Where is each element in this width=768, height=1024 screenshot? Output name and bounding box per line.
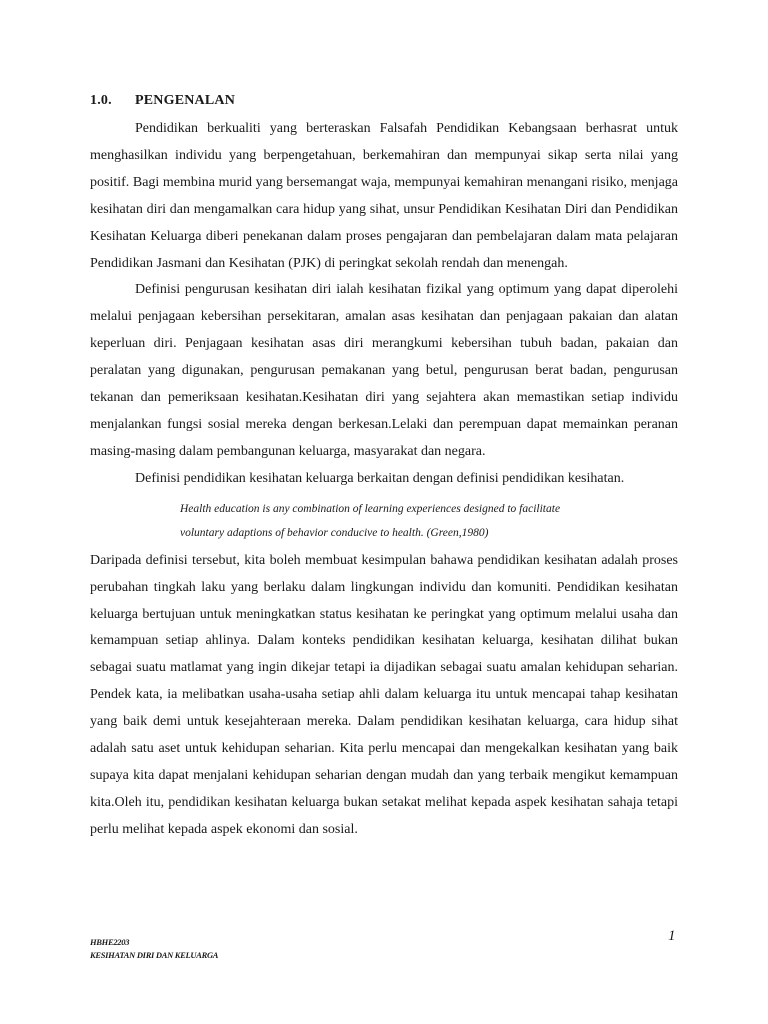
section-title: PENGENALAN [135, 93, 236, 108]
page-number: 1 [668, 928, 676, 944]
paragraph-intro: Pendidikan berkualiti yang berteraskan Falsafah Pendidikan Kebangsaan berhasrat untuk menghasilkan individu yang berpengetahuan, berkemahiran dan mempunyai sikap serta nilai yang positif. Bagi membina murid yang bersemangat waja, mempunyai kemahiran menangani risiko, menjaga kesihatan diri dan mengamalkan cara hidup yang sihat, unsur Pendidikan Kesihatan Diri dan Pendidikan Kesihatan Keluarga diberi penekanan dalam proses pengajaran dan pembelajaran dalam mata pelajaran Pendidikan Jasmani dan Kesihatan (PJK) di peringkat sekolah rendah dan menengah. [90, 121, 678, 271]
body-text [90, 116, 678, 844]
quote-line: Health education is any combination of learning experiences designed to facilitate [180, 502, 561, 515]
footer-course-code: HBHE2203 [90, 937, 130, 947]
section-number: 1.0. [90, 93, 112, 108]
footer-course-title: KESIHATAN DIRI DAN KELUARGA [90, 950, 219, 960]
section-heading [90, 93, 235, 109]
footer [90, 936, 218, 962]
block-quote [180, 497, 678, 545]
quote-line: voluntary adaptions of behavior conducive to health. (Green,1980) [180, 526, 489, 539]
paragraph-definition-family-health: Definisi pendidikan kesihatan keluarga berkaitan dengan definisi pendidikan kesihatan. [135, 470, 625, 486]
paragraph-definition-self-health: Definisi pengurusan kesihatan diri ialah kesihatan fizikal yang optimum yang dapat diperolehi melalui penjagaan kebersihan persekitaran, amalan asas kesihatan dan penjagaan pakaian dan alatan keperluan diri. Penjagaan kesihatan asas diri merangkumi kebersihan tubuh badan, pakaian dan peralatan yang digunakan, pengurusan pemakanan yang betul, pengurusan berat badan, pengurusan tekanan dan pemeriksaan kesihatan.Kesihatan diri yang sejahtera akan memastikan setiap individu menjalankan fungsi sosial mereka dengan berkesan.Lelaki dan perempuan dapat memainkan peranan masing-masing dalam pembangunan keluarga, masyarakat dan negara. [90, 282, 678, 459]
paragraph-conclusion: Daripada definisi tersebut, kita boleh membuat kesimpulan bahawa pendidikan kesihatan adalah proses perubahan tingkah laku yang berlaku dalam lingkungan individu dan komuniti. Pendidikan kesihatan keluarga bertujuan untuk meningkatkan status kesihatan ke peringkat yang optimum melalui usaha dan kemampuan setiap ahlinya. Dalam konteks pendidikan kesihatan keluarga, kesihatan dilihat bukan sebagai suatu matlamat yang ingin dikejar tetapi ia dijadikan sebagai suatu amalan kehidupan seharian. Pendek kata, ia melibatkan usaha-usaha setiap ahli dalam keluarga itu untuk mencapai tahap kesihatan yang baik demi untuk kesejahteraan mereka. Dalam pendidikan kesihatan keluarga, cara hidup sihat adalah satu aset untuk kehidupan seharian. Kita perlu mencapai dan mengekalkan kesihatan yang baik supaya kita dapat menjalani kehidupan seharian dengan mudah dan yang terbaik mengikut kemampuan kita.Oleh itu, pendidikan kesihatan keluarga bukan setakat melihat kepada aspek kesihatan sahaja tetapi perlu melihat kepada aspek ekonomi dan sosial. [90, 552, 678, 837]
